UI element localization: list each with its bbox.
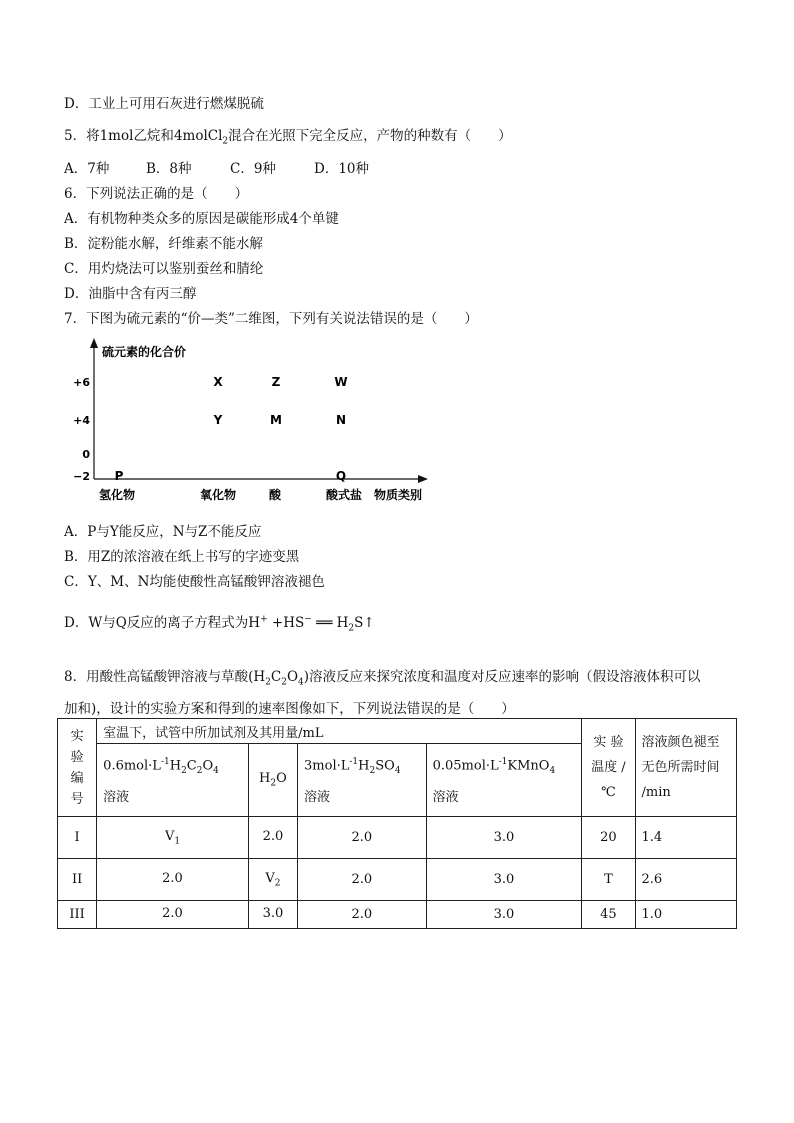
q7-d-plus: +HS — [267, 615, 305, 631]
y-tick-label: −2 — [73, 470, 90, 483]
q5-option-d: D．10种 — [314, 161, 370, 177]
q8-post: 溶液反应来探究浓度和温度对反应速率的影响（假设溶液体积可以 — [309, 669, 701, 685]
experiment-table — [57, 718, 737, 929]
q4-option-d: D．工业上可用石灰进行燃煤脱硫 — [64, 96, 264, 112]
q8-f-s2: 2 — [281, 677, 287, 688]
q7-d-h: H — [248, 615, 261, 631]
q6-option-d: D．油脂中含有丙三醇 — [64, 286, 197, 302]
q7-d-hsup: + — [260, 614, 268, 625]
q6-stem: 6．下列说法正确的是（ ） — [64, 186, 249, 202]
q7-d-pre: D．W与Q反应的离子方程式为 — [64, 615, 249, 631]
q5-stem-mid: 乙烷和 — [133, 128, 174, 144]
q7-stem: 7．下图为硫元素的“价—类”二维图，下列有关说法错误的是（ ） — [64, 311, 478, 327]
q8-f-c: C — [270, 669, 282, 685]
q5-option-c: C．9种 — [230, 161, 276, 177]
point-n: N — [335, 413, 347, 427]
q7-d-hssup: − — [304, 614, 312, 625]
header-exp-no: 实 验 编 号 — [58, 719, 97, 817]
q8-f-s3: 4 — [298, 677, 304, 688]
point-m: M — [270, 413, 282, 427]
q5-sub: 2 — [222, 136, 229, 147]
point-q: Q — [335, 469, 347, 483]
valence-class-chart — [68, 336, 438, 508]
header-sulfuric-acid: $3mol\cdot L^{-1}H_2SO_4$ 溶液 — [298, 744, 427, 817]
q6-option-b: B．淀粉能水解，纤维素不能水解 — [64, 236, 263, 252]
point-z: Z — [271, 375, 281, 389]
q6-option-c: C．用灼烧法可以鉴别蚕丝和腈纶 — [64, 261, 264, 277]
q8-formula — [248, 669, 310, 688]
q7-option-d — [64, 611, 375, 634]
q8-f-1: (H — [248, 669, 266, 685]
q5-stem-pre: 5．将 — [64, 128, 100, 144]
y-tick-label: 0 — [82, 448, 90, 461]
q7-option-c: C．Y、M、N均能使酸性高锰酸钾溶液褪色 — [64, 574, 325, 590]
q5-option-b: B．8种 — [146, 161, 192, 177]
q5-option-a: A．7种 — [64, 161, 110, 177]
q5-amt2: 4molCl — [173, 128, 223, 144]
point-y: Y — [213, 413, 223, 427]
table-row: II 2.0 $V_2$ 2.0 3.0 T 2.6 — [58, 859, 737, 901]
header-water: $H_2O$ — [248, 744, 297, 817]
q8-stem-line2: 加和)，设计的实验方案和得到的速率图像如下，下列说法错误的是（ ） — [64, 701, 515, 717]
q5-amt1: 1mol — [99, 128, 134, 144]
q8-f-post: ) — [303, 669, 310, 685]
x-axis-arrow — [418, 475, 428, 483]
q7-option-a: A．P与Y能反应，N与Z不能反应 — [64, 524, 262, 540]
q7-d-s: S↑ — [354, 615, 375, 631]
q7-d-eq: ══ H — [311, 615, 349, 631]
header-reagents-group: 室温下，试管中所加试剂及其用量/mL — [97, 719, 582, 744]
x-category-label: 酸式盐 — [325, 488, 363, 502]
point-p: P — [114, 469, 124, 483]
y-axis-arrow — [90, 338, 98, 348]
point-x: X — [213, 375, 223, 389]
q8-stem-line1 — [64, 665, 701, 688]
q8-f-o: O — [286, 669, 299, 685]
q6-option-a: A．有机物种类众多的原因是碳能形成4个单键 — [64, 211, 339, 227]
table-row: I $V_1$ 2.0 2.0 3.0 20 1.4 — [58, 817, 737, 859]
header-time: 溶液颜色褪至 无色所需时间 /min — [635, 719, 736, 817]
q7-d-h2sub: 2 — [348, 623, 355, 634]
q5-options — [64, 157, 369, 177]
q5-stem — [64, 124, 512, 147]
point-w: W — [334, 375, 348, 389]
x-category-label: 氧化物 — [199, 488, 237, 502]
x-category-label: 酸 — [268, 488, 282, 502]
header-kmno4: $0.05mol\cdot L^{-1}KMnO_4$ 溶液 — [426, 744, 582, 817]
x-category-label: 氢化物 — [98, 488, 136, 502]
y-tick-label: +6 — [73, 376, 90, 389]
q7-option-b: B．用Z的浓溶液在纸上书写的字迹变黑 — [64, 549, 300, 565]
y-axis-title: 硫元素的化合价 — [102, 345, 187, 359]
x-axis-title: 物质类别 — [373, 488, 423, 502]
header-oxalic-acid: $0.6mol\cdot L^{-1}H_2C_2O_4$ 溶液 — [97, 744, 249, 817]
q8-f-s1: 2 — [265, 677, 271, 688]
table-row: III 2.0 3.0 2.0 3.0 45 1.0 — [58, 901, 737, 929]
header-temperature: 实 验 温度 / ℃ — [582, 719, 635, 817]
q5-stem-post: 混合在光照下完全反应，产物的种数有（ ） — [228, 128, 512, 144]
y-tick-label: +4 — [73, 414, 90, 427]
q8-pre: 8．用酸性高锰酸钾溶液与草酸 — [64, 669, 249, 685]
